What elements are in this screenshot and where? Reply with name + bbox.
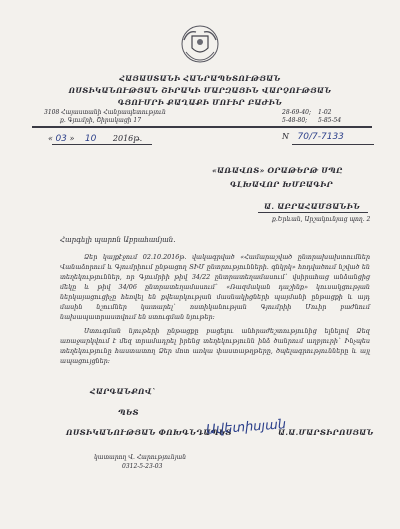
date-underline <box>52 144 152 145</box>
date-close-quote: » <box>69 134 75 143</box>
date-day: 03 <box>55 134 67 144</box>
phone-right-2: 5-85-54 <box>318 117 342 124</box>
letterhead-line1: ՀԱՅԱՍՏԱՆԻ ՀԱՆՐԱՊԵՏՈՒԹՅԱՆ <box>119 74 281 83</box>
phone-right-1: 1-02 <box>318 109 332 116</box>
number-underline <box>292 144 374 145</box>
recipient-name: Ա. ԱԲՐԱՀԱՄՅԱՆԻՆ <box>264 202 361 211</box>
closing: ՀԱՐԳԱՆՔՈՎ` <box>90 387 157 396</box>
executor-label: կատարող Վ. Հարությունյան <box>94 454 187 461</box>
executor-phone: 0312-5-23-03 <box>122 463 163 470</box>
signer-position: ՊԵՏ <box>118 408 139 417</box>
signer-name: Ա.Ա.ՄԱՐՏԻՐՈՍՅԱՆ <box>278 428 374 437</box>
address-line2: ք. Գյումրի, Շիրակացի 17 <box>60 117 142 124</box>
signer-rank: ՈՍՏԻԿԱՆՈՒԹՅԱՆ ՓՈԽԳՆԴԱՊԵՏ <box>66 428 232 437</box>
recipient-address: ք.Երևան, Արշակունյաց պող. 2 <box>272 216 371 223</box>
coat-of-arms-emblem <box>178 22 222 66</box>
date-year: 2016թ. <box>112 134 143 143</box>
letter-number: 70/7-7133 <box>297 132 344 142</box>
salutation: Հարգելի պարոն Աբրահամյան. <box>60 236 176 244</box>
recipient-title: ԳԼԽԱՎՈՐ ԽՄԲԱԳԻՐ <box>230 180 333 189</box>
phone-left-2: 5-48-80; <box>282 117 308 124</box>
body-paragraph-1: Ձեր կայքէջում 02.10.2016թ. վակագրված «Համարաշված ընտրախախտումներ Վանաձորում և Գյումրիում ընթացող ՏԻՄ ընտրությունների. գնկրկ» հոդվածում նշված են տեղեկություններ, որ Գյումրիի թիվ 34/22 ընտրատեղամասում` վսիրահաց անձանցից մեկը և թիվ 34/06 ընտրատեղամասում` «Ռազմական դաշինք» կուսակցության ներկայացուցիչը հեռվել են քվեարկության մասնակիցների պայմանի ընթացքի և այդ մասին նշումներ կատարել` ոստիկանության Գյումրիի Մուիր բաժնում նախապատրաստվում են ստուգման նյութեր: <box>60 253 370 321</box>
letterhead-rule <box>32 126 372 128</box>
handwritten-signature: Ավետիսյան <box>205 417 287 438</box>
number-row <box>282 132 344 142</box>
date-month: 10 <box>84 134 97 144</box>
letterhead-line3: ԳՅՈՒՄՐԻ ՔԱՂԱՔԻ ՄՈՒԻՐ ԲԱԺԻՆ <box>117 98 283 107</box>
number-prefix: N <box>282 132 289 141</box>
phone-left-1: 28-69-40; <box>282 109 311 116</box>
date-row <box>48 134 142 144</box>
date-open-quote: « <box>48 134 53 143</box>
recipient-org: «ԱՌԱՎՈՏ» ՕՐԱԹԵՐԹ ՍՊԸ <box>212 166 343 175</box>
body-paragraph-2: Ստուգման նյութերի ընթացքը բացելու անհրաժեշտությունից ելնելով Ձեզ առաջարկվում է մեզ տրամադրել իրենց տեղեկությունն ինձ ծանրում աղբյուրի` Ինչպես տեղեկությունը հաստատող Ձեր մոտ առկա փաստաթղթերը, ծպելագրությունները և այլ ապացույցներ: <box>60 327 370 365</box>
address-line1: 3108 Հայաստանի Հանրապետություն <box>44 109 166 116</box>
letterhead-line2: ՈՍՏԻԿԱՆՈՒԹՅԱՆ ՇԻՐԱԿԻ ՄԱՐԶԱՅԻՆ ՎԱՐՉՈՒԹՅԱՆ <box>68 86 332 95</box>
recipient-name-underline <box>258 212 368 213</box>
